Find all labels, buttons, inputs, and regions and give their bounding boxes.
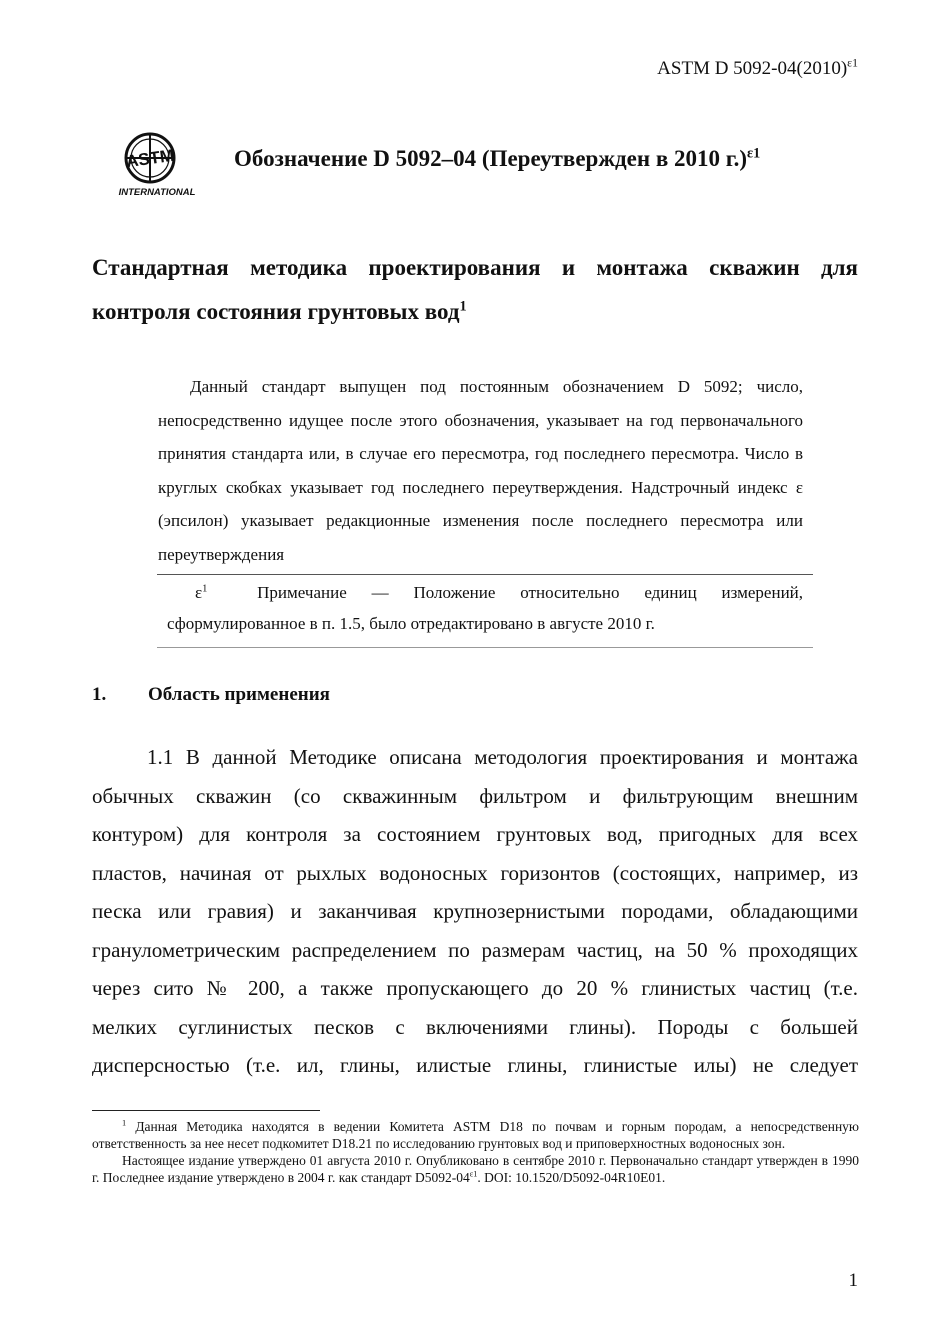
section-number: 1. (92, 684, 107, 705)
designation-text: Обозначение D 5092–04 (Переутвержден в 2010 г.) (234, 146, 748, 171)
svg-text:INTERNATIONAL: INTERNATIONAL (118, 187, 196, 198)
paragraph-line: 1.1 В данной Методике описана методология проектирования и монтажа (147, 745, 858, 769)
note-line-2: сформулированное в п. 1.5, было отредактировано в августе 2010 г. (167, 614, 655, 633)
note-marker: ε (195, 583, 203, 602)
astm-logo-icon (112, 130, 196, 200)
footnote-2-sup: ε1 (469, 1169, 478, 1179)
notice-text: Данный стандарт выпущен под постоянным обозначением D 5092; число, непосредственно идущее после этого обозначения, указывает на год первоначального принятия стандарта или, в случае его пересмотра, год последнего пересмотра. Число в круглых скобках указывает год последнего переутверждения. Надстрочный индекс ε (эпсилон) указывает редакционные изменения после последнего пересмотра или переутверждения (158, 377, 803, 564)
title-line-2: контроля состояния грунтовых вод (92, 299, 460, 324)
footnote-1-marker: 1 (122, 1118, 127, 1128)
paragraph-line: пластов, начиная от рыхлых водоносных горизонтов (состоящих, например, из (92, 860, 858, 885)
footnote-1 (92, 1118, 859, 1152)
paragraph-line: через сито № 200, а также пропускающего до 20 % глинистых частиц (т.е. (92, 976, 858, 1000)
section-heading: Область применения (148, 684, 330, 705)
standard-code-sup: ε1 (847, 56, 858, 70)
footnote-divider (92, 1110, 320, 1111)
footnote-2-text-a: Настоящее издание утверждено 01 августа 2010 г. Опубликовано в сентябре 2010 г. Первоначально стандарт утвержден в 1990 г. Последнее издание утверждено в 2004 г. как стандарт D5092-04 (92, 1153, 859, 1185)
title-footnote-ref: 1 (459, 298, 467, 315)
footnotes (92, 1118, 859, 1186)
svg-text:ASTM: ASTM (124, 145, 176, 172)
paragraph-line: дисперсностью (т.е. ил, глины, илистые глины, глинистые илы) не следует (92, 1053, 858, 1077)
note-line-1-text: Примечание — Положение относительно единиц измерений, (257, 583, 804, 602)
note-marker-sup: 1 (202, 583, 208, 595)
paragraph-line: обычных скважин (со скважинным фильтром и фильтрующим внешним (92, 783, 858, 808)
standard-code-header (657, 58, 858, 80)
paragraph-line: песка или гравия) и заканчивая крупнозернистыми породами, обладающими (92, 899, 858, 923)
page-number: 1 (848, 1270, 858, 1291)
editorial-note (157, 574, 813, 648)
designation-notice (158, 370, 803, 571)
footnote-2 (92, 1152, 859, 1186)
designation-sup: ε1 (747, 145, 761, 162)
standard-code-text: ASTM D 5092-04(2010) (657, 58, 848, 79)
footnote-2-text-b: . DOI: 10.1520/D5092-04R10E01. (477, 1170, 666, 1185)
designation-title (234, 146, 760, 172)
paragraph-line: мелких суглинистых песков с включениями глины). Породы с большей (92, 1014, 858, 1039)
section-1-1-paragraph (92, 738, 858, 1085)
paragraph-line: гранулометрическим распределением по размерам частиц, на 50 % проходящих (92, 937, 858, 962)
paragraph-line: контуром) для контроля за состоянием грунтовых вод, пригодных для всех (92, 822, 858, 846)
title-line-1: Стандартная методика проектирования и монтажа скважин для (92, 255, 858, 280)
note-line-1 (167, 577, 803, 608)
footnote-1-text: Данная Методика находятся в ведении Комитета ASTM D18 по почвам и горным породам, а непосредственную ответственность за нее несет подкомитет D18.21 по исследованию грунтовых вод и приповерхностных водоносных зон. (92, 1119, 859, 1151)
page-title (92, 246, 858, 334)
